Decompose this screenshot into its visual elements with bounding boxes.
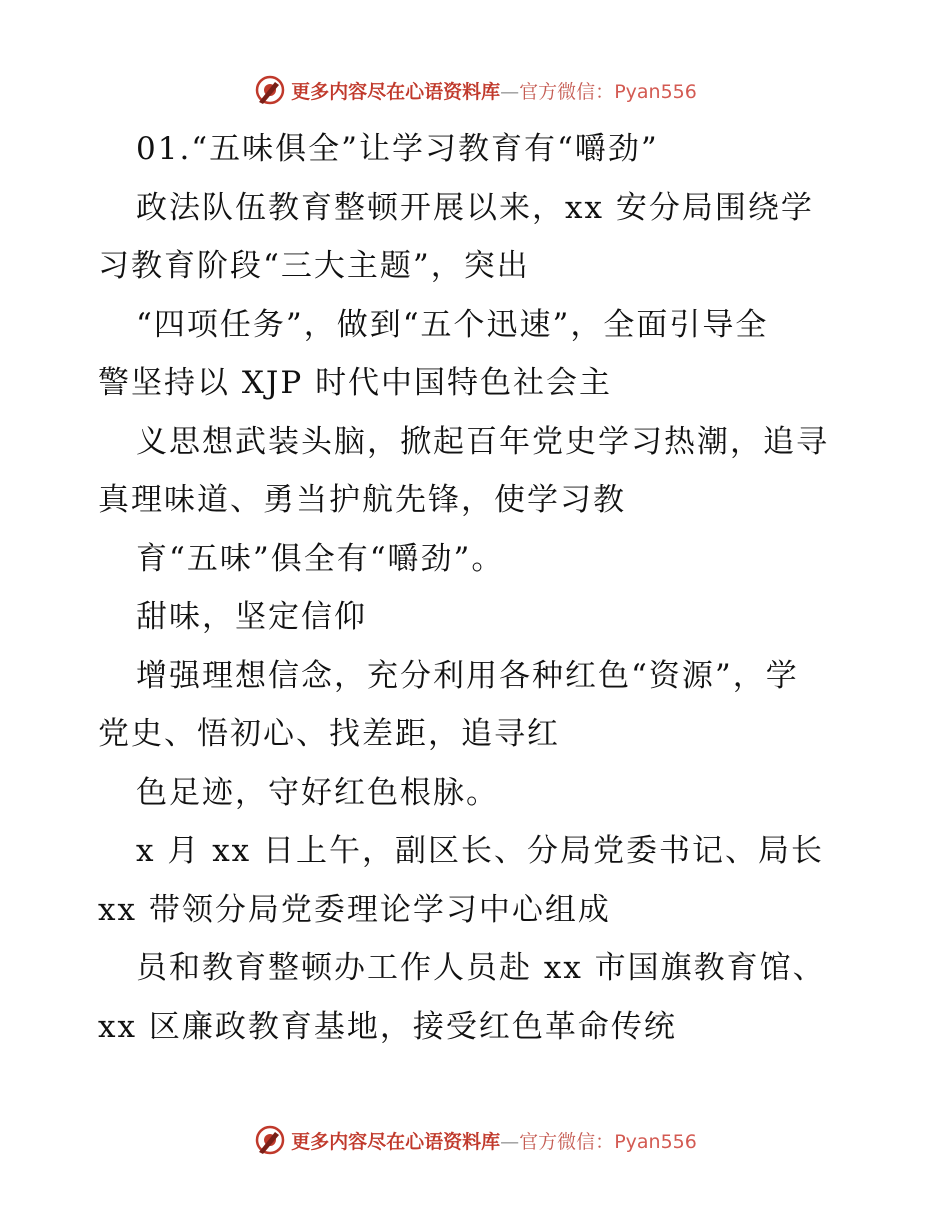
doc-line: 党史、悟初心、找差距，追寻红 bbox=[98, 716, 560, 752]
doc-line: 增强理想信念，充分利用各种红色“资源”，学 bbox=[136, 657, 799, 694]
doc-line: 真理味道、勇当护航先锋，使学习教 bbox=[98, 482, 626, 518]
watermark-site: 更多内容尽在心语资料库 bbox=[291, 1130, 501, 1153]
doc-line: 义思想武装头脑，掀起百年党史学习热潮，追寻 bbox=[136, 423, 829, 460]
doc-heading: 01.“五味俱全”让学习教育有“嚼劲” bbox=[136, 131, 659, 167]
watermark-site: 更多内容尽在心语资料库 bbox=[291, 80, 501, 103]
document-body bbox=[98, 120, 878, 1056]
watermark-wechat-label: 官方微信： bbox=[519, 80, 615, 103]
watermark-wechat-id: Pyan556 bbox=[614, 80, 697, 103]
watermark-text bbox=[291, 77, 697, 104]
watermark-wechat-label: 官方微信： bbox=[519, 1130, 615, 1153]
doc-line: 习教育阶段“三大主题”，突出 bbox=[98, 248, 530, 284]
header-watermark bbox=[0, 70, 950, 110]
doc-line: 警坚持以 XJP 时代中国特色社会主 bbox=[98, 365, 613, 401]
footer-watermark bbox=[0, 1120, 950, 1160]
doc-line: 育“五味”俱全有“嚼劲”。 bbox=[136, 540, 505, 577]
pen-circle-logo-icon bbox=[253, 1123, 287, 1157]
watermark-text bbox=[291, 1127, 697, 1154]
doc-line: xx 区廉政教育基地，接受红色革命传统 bbox=[98, 1008, 677, 1045]
doc-subheading: 甜味，坚定信仰 bbox=[136, 599, 367, 635]
doc-line: 色足迹，守好红色根脉。 bbox=[136, 774, 499, 811]
watermark-separator: — bbox=[500, 1130, 520, 1153]
doc-line: “四项任务”，做到“五个迅速”，全面引导全 bbox=[136, 306, 769, 343]
watermark-wechat-id: Pyan556 bbox=[614, 1130, 697, 1153]
doc-line: x 月 xx 日上午，副区长、分局党委书记、局长 bbox=[136, 833, 825, 869]
doc-line: xx 带领分局党委理论学习中心组成 bbox=[98, 891, 611, 928]
pen-circle-logo-icon bbox=[253, 73, 287, 107]
doc-line: 政法队伍教育整顿开展以来，xx 安分局围绕学 bbox=[136, 189, 814, 226]
watermark-separator: — bbox=[500, 80, 520, 103]
doc-line: 员和教育整顿办工作人员赴 xx 市国旗教育馆、 bbox=[136, 950, 826, 986]
